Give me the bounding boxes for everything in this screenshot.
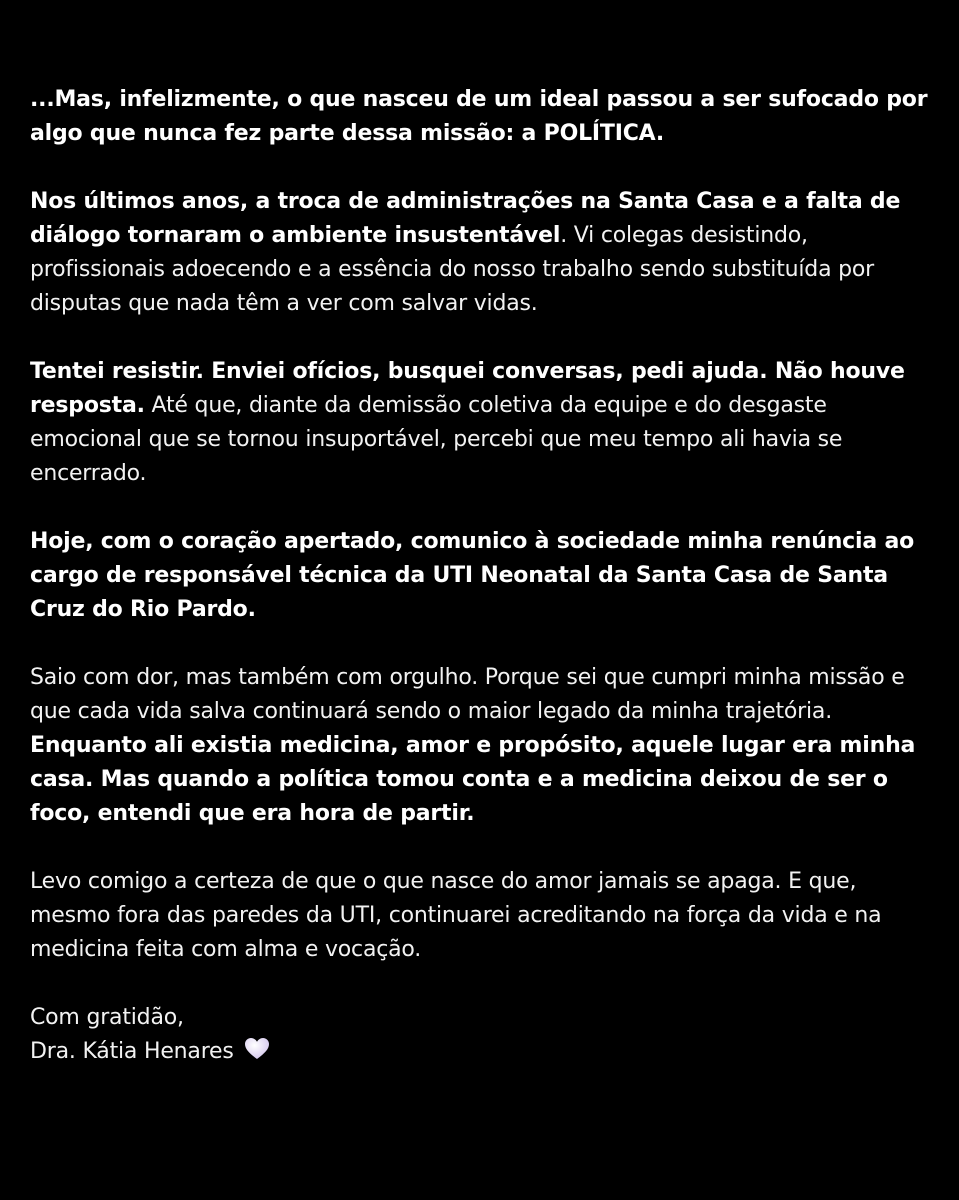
- paragraph-5-text: Saio com dor, mas também com orgulho. Porque sei que cumpri minha missão e que cada vida salva continuará sendo o maior legado da minha trajetória.: [30, 665, 905, 724]
- white-heart-icon: [244, 1037, 270, 1061]
- paragraph-5: [30, 661, 935, 831]
- closing-block: [30, 1001, 935, 1069]
- letter-body: [30, 83, 935, 1069]
- paragraph-6: [30, 865, 935, 967]
- paragraph-6-text: Levo comigo a certeza de que o que nasce do amor jamais se apaga. E que, mesmo fora das paredes da UTI, continuarei acreditando na força da vida e na medicina feita com alma e vocação.: [30, 869, 882, 962]
- signature-line: [30, 1035, 935, 1069]
- closing-line: Com gratidão,: [30, 1005, 184, 1030]
- paragraph-1: [30, 83, 935, 151]
- paragraph-4-bold: Hoje, com o coração apertado, comunico à sociedade minha renúncia ao cargo de responsável técnica da UTI Neonatal da Santa Casa de Santa Cruz do Rio Pardo.: [30, 529, 915, 622]
- paragraph-2-text: . Vi colegas desistindo, profissionais adoecendo e a essência do nosso trabalho sendo substituída por disputas que nada têm a ver com salvar vidas.: [30, 223, 875, 316]
- paragraph-5-bold: Enquanto ali existia medicina, amor e propósito, aquele lugar era minha casa. Mas quando a política tomou conta e a medicina deixou de ser o foco, entendi que era hora de partir.: [30, 733, 916, 826]
- paragraph-3-bold: Tentei resistir. Enviei ofícios, busquei conversas, pedi ajuda. Não houve resposta.: [30, 359, 905, 418]
- signature: Dra. Kátia Henares: [30, 1039, 234, 1064]
- paragraph-3: [30, 355, 935, 491]
- paragraph-2: [30, 185, 935, 321]
- paragraph-3-text: Até que, diante da demissão coletiva da equipe e do desgaste emocional que se tornou insuportável, percebi que meu tempo ali havia se encerrado.: [30, 393, 843, 486]
- paragraph-4: [30, 525, 935, 627]
- paragraph-1-bold: ...Mas, infelizmente, o que nasceu de um ideal passou a ser sufocado por algo que nunca fez parte dessa missão: a POLÍTICA.: [30, 87, 928, 146]
- paragraph-2-bold: Nos últimos anos, a troca de administrações na Santa Casa e a falta de diálogo tornaram o ambiente insustentável: [30, 189, 901, 248]
